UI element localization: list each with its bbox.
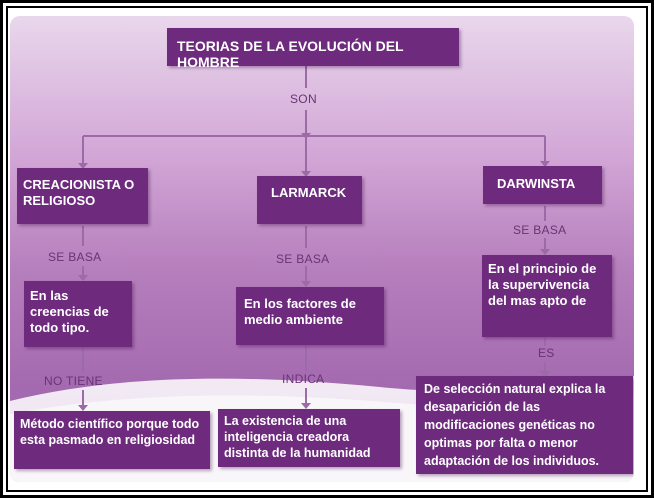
basis-box (482, 255, 612, 337)
detail-box (218, 409, 400, 467)
theory-name-box (257, 176, 362, 224)
theory-name: CREACIONISTA O RELIGIOSO (23, 177, 135, 208)
connector-label: INDICA (282, 372, 325, 386)
detail-text: La existencia de una inteligencia creadora distinta de la humanidad (224, 414, 371, 460)
diagram-title (167, 28, 459, 70)
detail-text: De selección natural explica la desaparición de las modificaciones genéticas no optimas por falta o menor adaptación de los individuos. (424, 382, 606, 468)
connector-indica (282, 372, 324, 386)
theory-name-box (17, 168, 148, 224)
connector-se-basa (48, 250, 101, 264)
detail-box (416, 376, 633, 474)
connector-se-basa (276, 252, 329, 266)
diagram-panel (10, 16, 634, 482)
connector-label: SE BASA (513, 223, 567, 237)
theory-name: DARWINSTA (497, 176, 576, 191)
connector-label: SE BASA (48, 250, 102, 264)
connector-es (538, 346, 555, 360)
basis-text: En las creencias de todo tipo. (30, 288, 109, 335)
basis-box (24, 281, 132, 347)
basis-text: En el principio de la supervivencia del mas apto de (488, 261, 597, 308)
connector-label: SE BASA (276, 252, 330, 266)
connector-label: ES (538, 346, 555, 360)
basis-text: En los factores de medio ambiente (244, 296, 356, 327)
connector-son (290, 92, 317, 106)
basis-box (236, 287, 384, 345)
theory-name-box (483, 166, 602, 204)
detail-text: Método científico porque todo esta pasmado en religiosidad (20, 417, 200, 447)
detail-box (14, 411, 210, 469)
connector-se-basa (513, 223, 566, 237)
connector-label: NO TIENE (44, 374, 103, 388)
connector-no-tiene (44, 374, 103, 388)
theory-name: LARMARCK (271, 185, 347, 200)
connector-son-text: SON (290, 92, 317, 106)
diagram-title-text: TEORIAS DE LA EVOLUCIÓN DEL HOMBRE (177, 38, 404, 70)
